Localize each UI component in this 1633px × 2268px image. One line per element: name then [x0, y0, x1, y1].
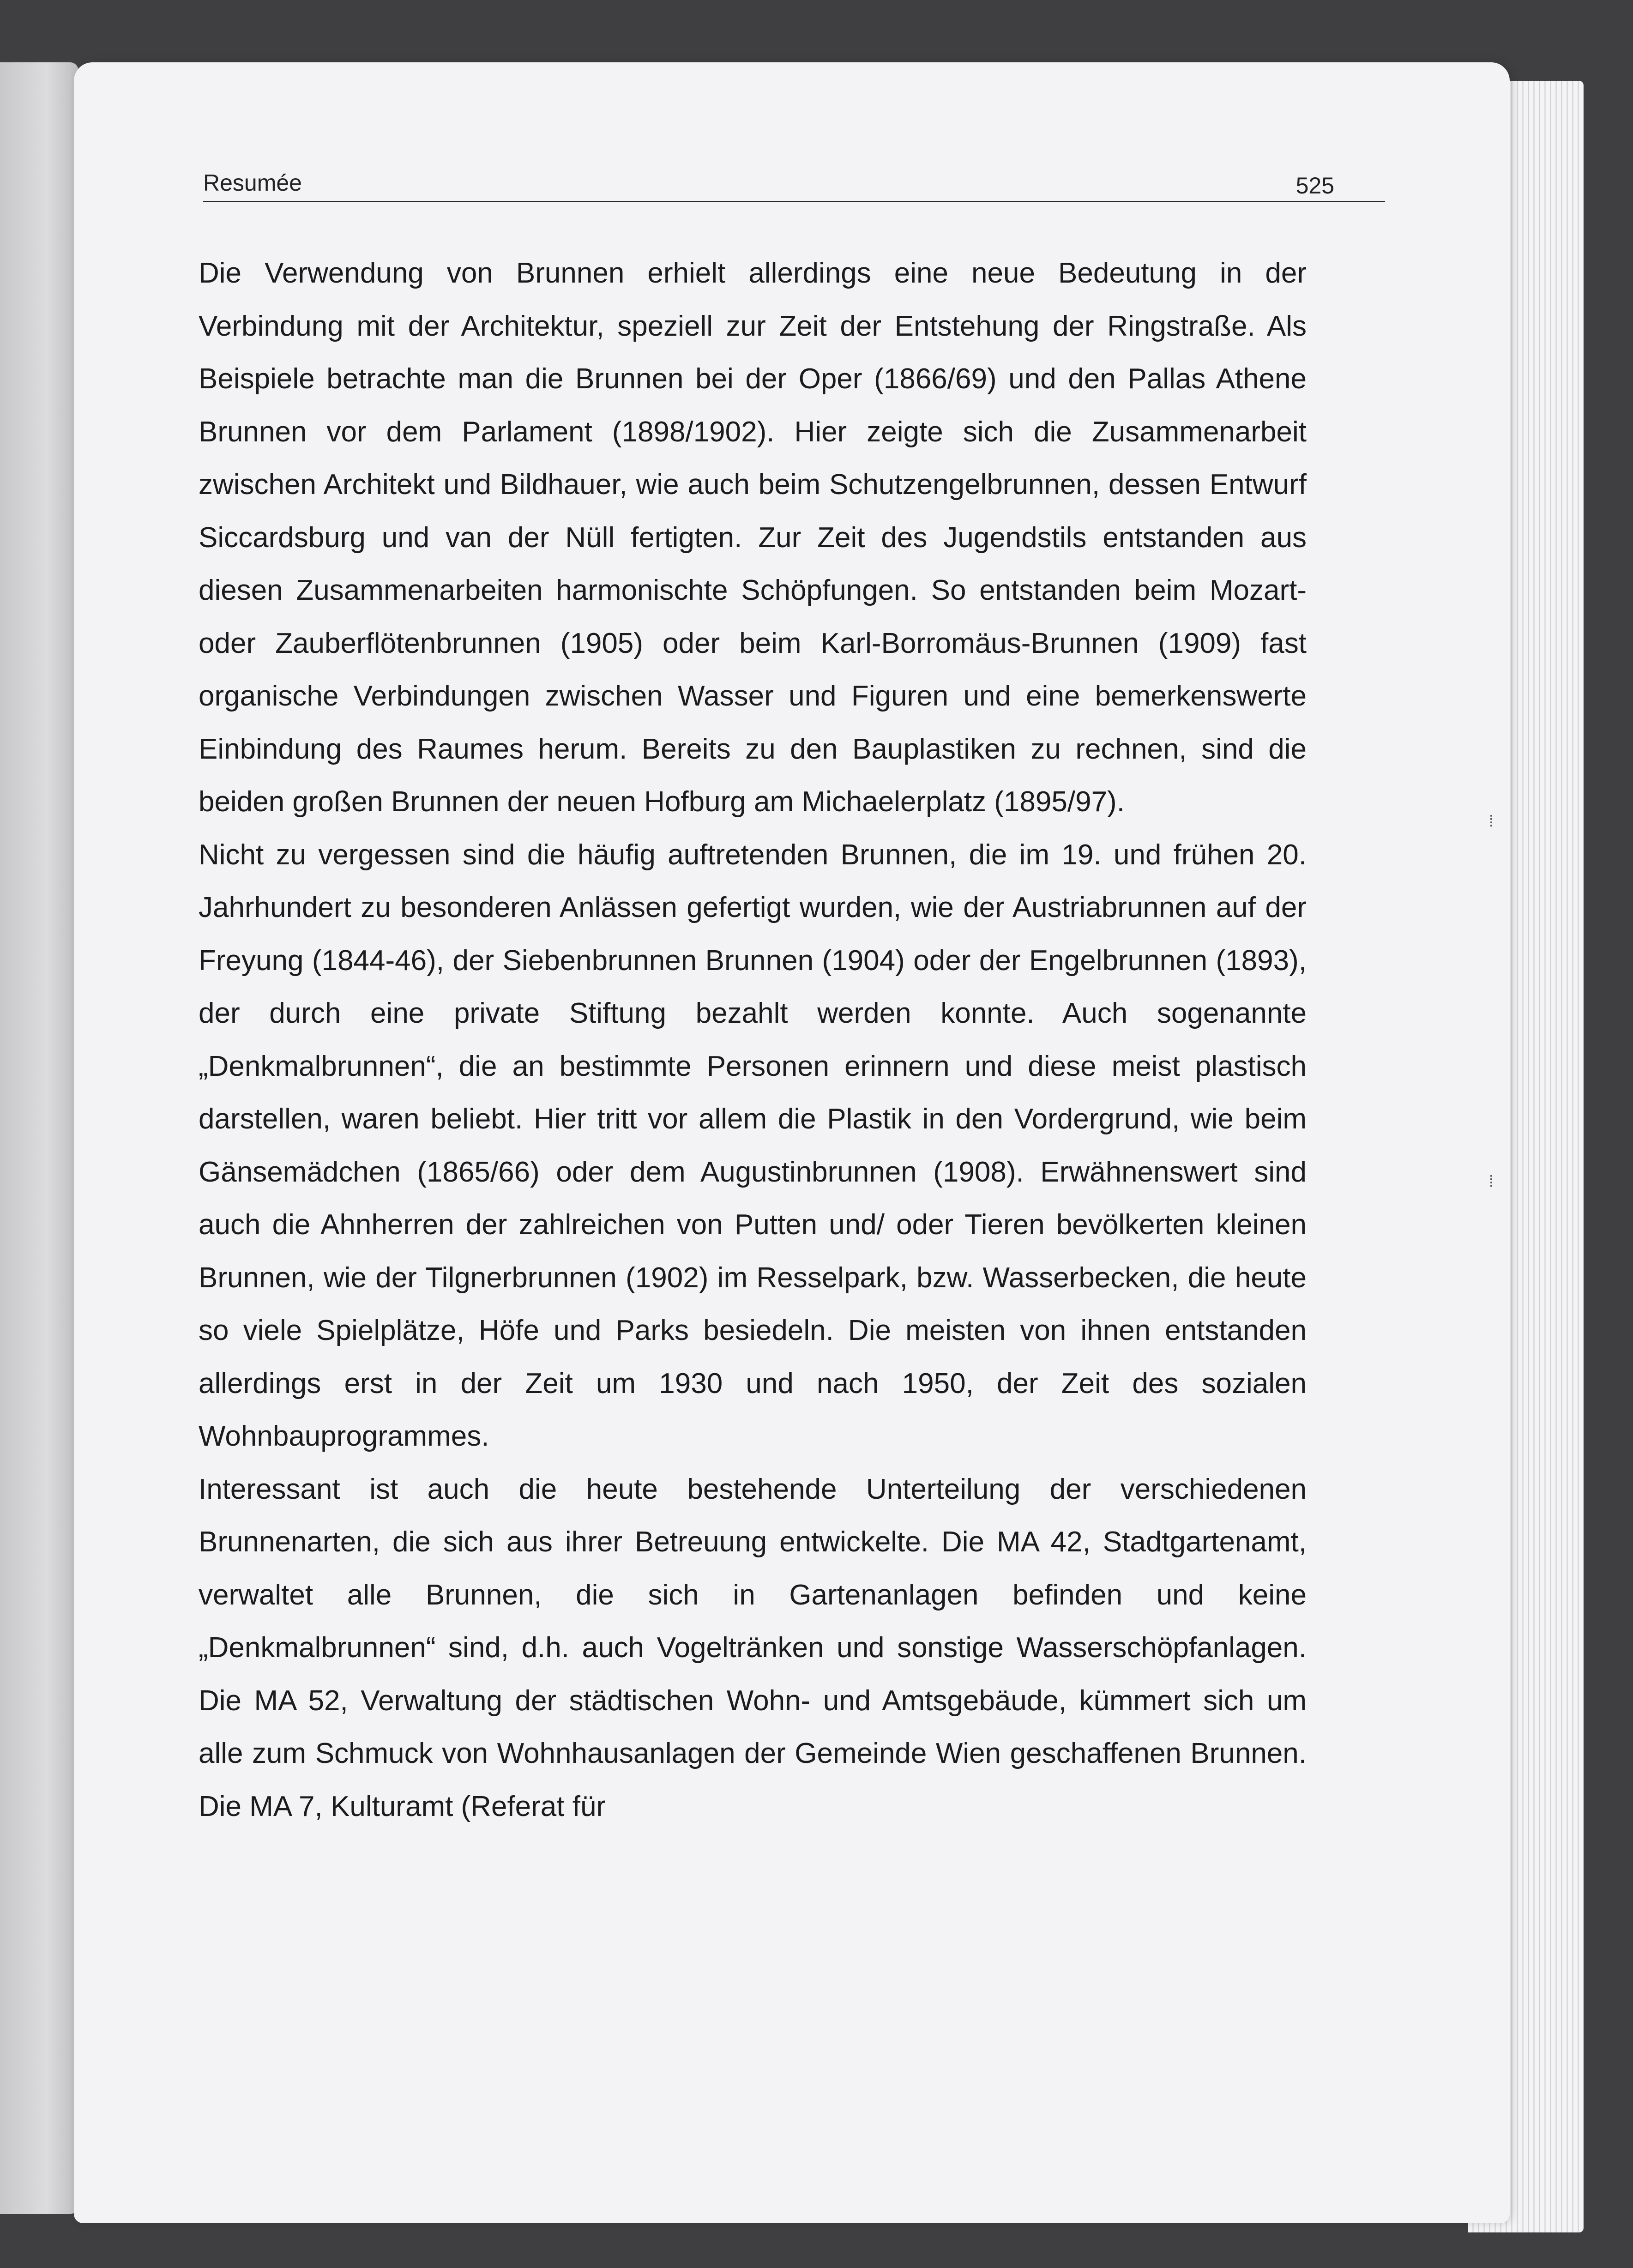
edge-tick-mark: ⁞: [1489, 813, 1494, 830]
paragraph: Interessant ist auch die heute bestehende Unterteilung der verschiedenen Brunnenarten, die sich aus ihrer Betreuung entwickelte. Die MA 42, Stadtgartenamt, verwaltet alle Brunnen, die sich in Gartenanlagen befinden und keine „Denkmalbrunnen“ sind, d.h. auch Vogeltränken und sonstige Wasserschöpfanlagen. Die MA 52, Verwaltung der städtischen Wohn- und Amtsgebäude, kümmert sich um alle zum Schmuck von Wohnhausanlagen der Gemeinde Wien geschaffenen Brunnen. Die MA 7, Kulturamt (Referat für: [199, 1473, 1307, 1822]
edge-tick-mark: ⁞: [1489, 1173, 1494, 1190]
page-number: 525: [1296, 173, 1334, 199]
paragraph: Die Verwendung von Brunnen erhielt allerdings eine neue Bedeutung in der Verbindung mit der Architektur, speziell zur Zeit der Entstehung der Ringstraße. Als Beispiele betrachte man die Brunnen bei der Oper (1866/69) und den Pallas Athene Brunnen vor dem Parlament (1898/1902). Hier zeigte sich die Zusammenarbeit zwischen Architekt und Bildhauer, wie auch beim Schutzengelbrunnen, dessen Entwurf Siccardsburg und van der Nüll fertigten. Zur Zeit des Jugendstils entstanden aus diesen Zusammenarbeiten harmonischte Schöpfungen. So entstanden beim Mozart- oder Zauberflötenbrunnen (1905) oder beim Karl-Borromäus-Brunnen (1909) fast organische Verbindungen zwischen Wasser und Figuren und eine bemerkenswerte Einbindung des Raumes herum. Bereits zu den Bauplastiken zu rechnen, sind die beiden großen Brunnen der neuen Hofburg am Michaelerplatz (1895/97).: [199, 257, 1307, 818]
left-page-edge: [0, 62, 78, 2214]
header-title: Resumée: [203, 170, 302, 196]
running-header: [203, 155, 1385, 202]
paragraph: Nicht zu vergessen sind die häufig auftretenden Brunnen, die im 19. und frühen 20. Jahrhundert zu besonderen Anlässen gefertigt wurden, wie der Austriabrunnen auf der Freyung (1844-46), der Siebenbrunnen Brunnen (1904) oder der Engelbrunnen (1893), der durch eine private Stiftung bezahlt werden konnte. Auch sogenannte „Denkmalbrunnen“, die an bestimmte Personen erinnern und diese meist plastisch darstellen, waren beliebt. Hier tritt vor allem die Plastik in den Vordergrund, wie beim Gänsemädchen (1865/66) oder dem Augustinbrunnen (1908). Erwähnenswert sind auch die Ahnherren der zahlreichen von Putten und/ oder Tieren bevölkerten kleinen Brunnen, wie der Tilgnerbrunnen (1902) im Resselpark, bzw. Wasserbecken, die heute so viele Spielplätze, Höfe und Parks besiedeln. Die meisten von ihnen entstanden allerdings erst in der Zeit um 1930 und nach 1950, der Zeit des sozialen Wohnbauprogrammes.: [199, 838, 1307, 1452]
body-text: [199, 247, 1307, 1833]
book-page: [74, 62, 1510, 2223]
